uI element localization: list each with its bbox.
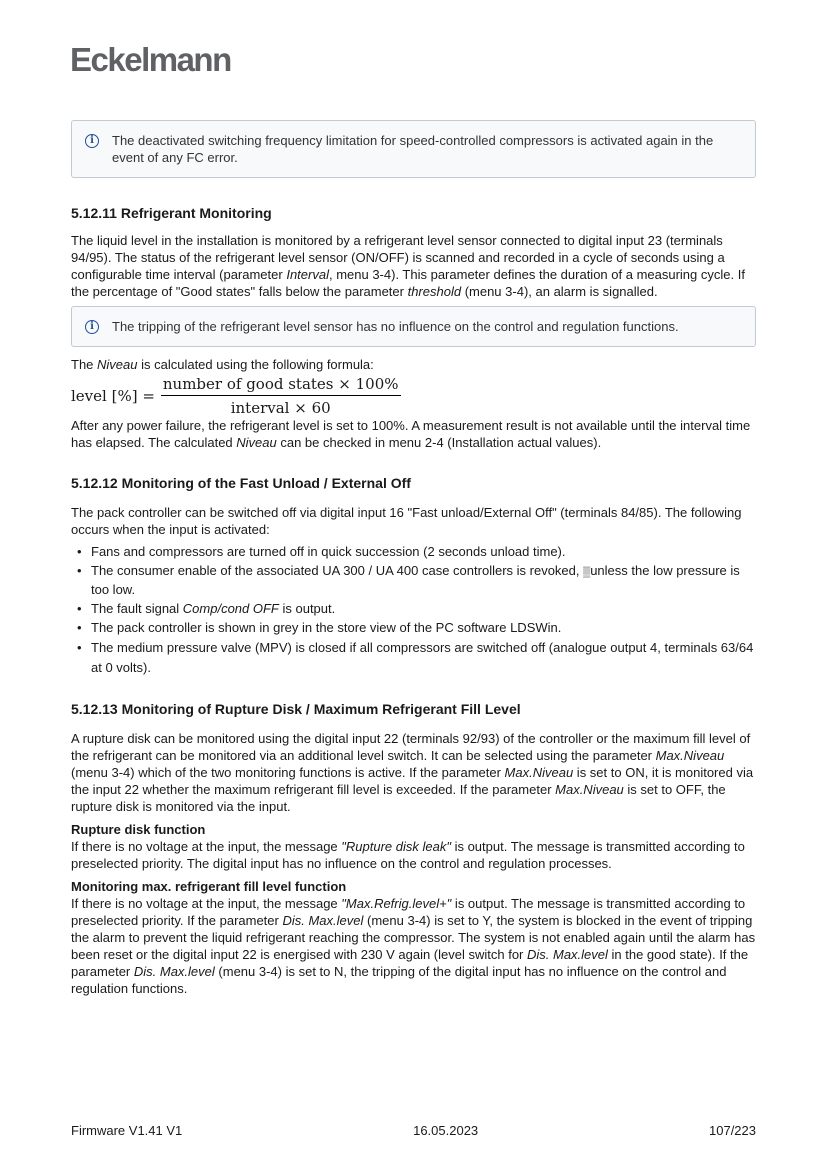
list-item xyxy=(91,543,756,560)
formula-denominator: interval × 60 xyxy=(230,398,331,415)
section-heading-5-12-12: 5.12.12 Monitoring of the Fast Unload / External Off xyxy=(71,475,411,491)
text-run: (menu 3-4) is set to N, the tripping of the digital input has no influence on the control and regulation functions. xyxy=(71,964,727,996)
paragraph xyxy=(71,838,756,872)
subheading-max-fill-level: Monitoring max. refrigerant fill level function xyxy=(71,879,347,894)
italic-term: "Max.Refrig.level+" xyxy=(341,896,452,911)
paragraph xyxy=(71,417,756,451)
text-run: is output. xyxy=(278,601,336,616)
italic-term: Dis. Max.level xyxy=(282,913,364,928)
italic-term: Niveau xyxy=(236,435,277,450)
text-run: After any power failure, the refrigerant level is set to 100%. A measurement result is not available until the interval time has elapsed. The calculated xyxy=(71,418,751,450)
text-run: If there is no voltage at the input, the message xyxy=(71,896,342,911)
list-item xyxy=(91,619,756,636)
footer-date: 16.05.2023 xyxy=(413,1123,479,1138)
text-run: The pack controller is shown in grey in the store view of the PC software LDSWin. xyxy=(91,620,562,635)
info-note xyxy=(71,306,756,347)
formula-numerator: number of good states × 100% xyxy=(161,377,401,396)
text-run: is set to ON, it is monitored via the input 22 whether the maximum refrigerant fill level is exceeded. If the parameter xyxy=(71,765,754,797)
italic-term: Max.Niveau xyxy=(504,765,574,780)
paragraph: The pack controller can be switched off via digital input 16 "Fast unload/External Off" (terminals 84/85). The following occurs when the input is activated: xyxy=(71,505,742,537)
text-run: The liquid level in the installation is monitored by a refrigerant level sensor connected to digital input 23 (terminals 94/95). The status of the refrigerant level sensor (ON/OFF) is scanned and recorded in a cycle of seconds using a configurable time interval (parameter xyxy=(71,233,725,282)
italic-term: Max.Niveau xyxy=(655,748,725,763)
italic-term: Niveau xyxy=(97,357,138,372)
text-run: is output. The message is transmitted according to preselected priority. If the parameter xyxy=(71,896,746,928)
italic-term: Interval xyxy=(286,267,329,282)
text-run: The consumer enable of the associated UA 300 / UA 400 case controllers is revoked, xyxy=(91,563,584,578)
section-heading-5-12-11: 5.12.11 Refrigerant Monitoring xyxy=(71,205,272,221)
text-run: is output. The message is transmitted according to preselected priority. The digital input has no influence on the control and regulation processes. xyxy=(71,839,745,871)
text-run: If there is no voltage at the input, the message xyxy=(71,839,342,854)
text-run: is set to OFF, the rupture disk is monitored via the input. xyxy=(71,782,726,814)
level-formula xyxy=(71,377,756,415)
page-footer xyxy=(71,1122,756,1139)
italic-term: threshold xyxy=(407,284,462,299)
text-run: The xyxy=(71,357,98,372)
list-item xyxy=(91,638,756,678)
eckelmann-logo: Eckelmann xyxy=(70,41,231,78)
text-run: Fans and compressors are turned off in quick succession (2 seconds unload time). xyxy=(91,544,566,559)
note-text: The deactivated switching frequency limitation for speed-controlled compressors is activated again in the event of any FC error. xyxy=(112,133,714,165)
text-run: , menu 3-4). This parameter defines the duration of a measuring cycle. If the percentage of "Good states" falls below the parameter xyxy=(71,267,745,299)
info-icon: i xyxy=(85,134,99,148)
info-icon: i xyxy=(85,320,99,334)
text-run: is calculated using the following formula: xyxy=(137,357,374,372)
text-run: The fault signal xyxy=(91,601,183,616)
text-run: (menu 3-4) which of the two monitoring functions is active. If the parameter xyxy=(71,765,505,780)
text-run: A rupture disk can be monitored using the digital input 22 (terminals 92/93) of the controller or the maximum fill level of the refrigerant can be monitored via an additional level switch. It can be selected using the parameter xyxy=(71,731,751,763)
text-run: ▒ xyxy=(583,567,591,578)
info-note xyxy=(71,120,756,178)
list-item xyxy=(91,600,756,617)
list-item xyxy=(91,562,756,598)
italic-term: Dis. Max.level xyxy=(133,964,215,979)
italic-term: Comp/cond OFF xyxy=(182,601,279,616)
subheading-rupture-disk: Rupture disk function xyxy=(71,822,206,837)
text-run: can be checked in menu 2-4 (Installation actual values). xyxy=(276,435,602,450)
italic-term: Max.Niveau xyxy=(555,782,624,797)
text-run: in the good state). If the parameter xyxy=(71,947,749,979)
section-heading-5-12-13: 5.12.13 Monitoring of Rupture Disk / Maximum Refrigerant Fill Level xyxy=(71,701,521,717)
page-content xyxy=(71,120,756,997)
text-run: (menu 3-4) is set to Y, the system is blocked in the event of tripping the alarm to prevent the liquid refrigerant reaching the compressor. The system is not enabled again until the alarm has been reset or the digital input 22 is energised with 230 V again (level switch for xyxy=(71,913,756,962)
footer-page-number: 107/223 xyxy=(709,1123,756,1138)
paragraph xyxy=(71,895,756,997)
paragraph xyxy=(71,356,756,373)
text-run: The medium pressure valve (MPV) is closed if all compressors are switched off (analogue output 4, terminals 63/64 at 0 volts). xyxy=(91,640,754,675)
italic-term: "Rupture disk leak" xyxy=(341,839,451,854)
bullet-list xyxy=(71,543,756,678)
note-text: The tripping of the refrigerant level sensor has no influence on the control and regulation functions. xyxy=(112,319,679,334)
paragraph xyxy=(71,730,756,815)
text-run: (menu 3-4), an alarm is signalled. xyxy=(461,284,658,299)
italic-term: Dis. Max.level xyxy=(526,947,608,962)
formula-lhs: level [%] = xyxy=(71,386,155,405)
footer-firmware: Firmware V1.41 V1 xyxy=(71,1123,183,1138)
paragraph xyxy=(71,232,756,300)
text-run: unless the low pressure is too low. xyxy=(91,563,740,597)
